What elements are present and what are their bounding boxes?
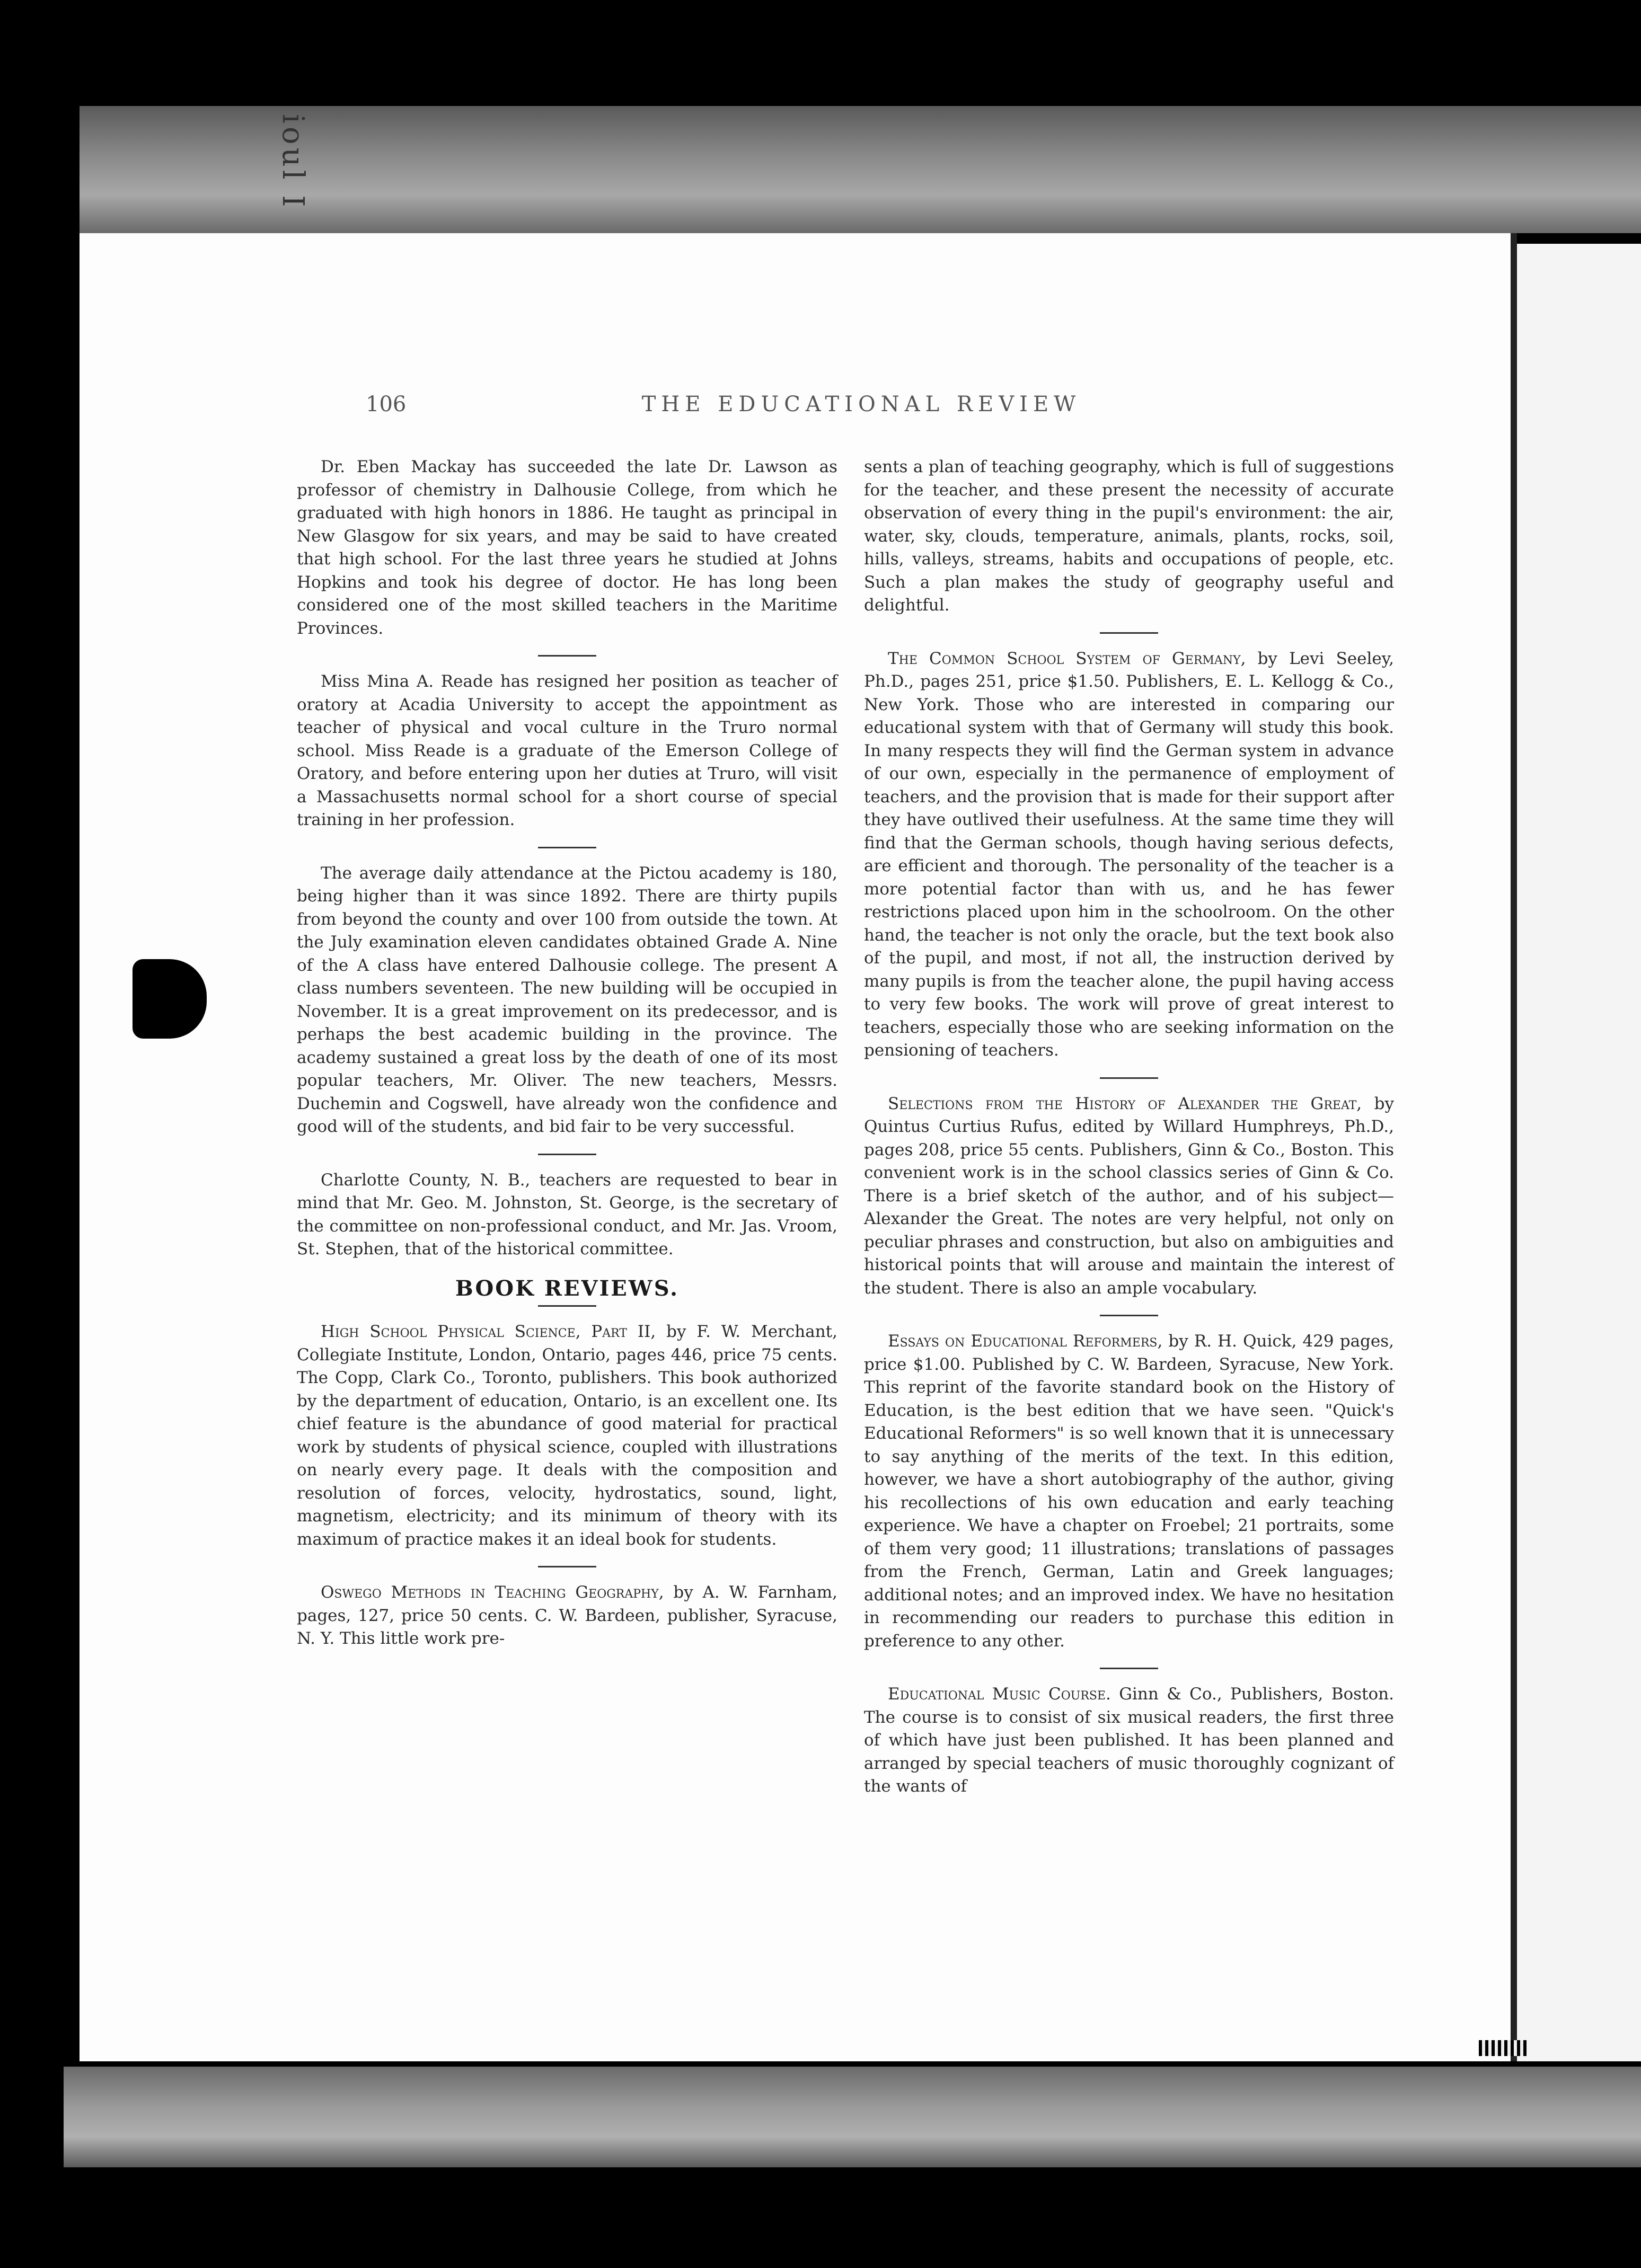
divider (538, 1154, 596, 1155)
review-alexander (864, 1093, 1394, 1300)
spine-mark: ioul I (276, 114, 310, 210)
running-head: THE EDUCATIONAL REVIEW (641, 392, 1081, 417)
section-title: BOOK REVIEWS. (455, 1275, 680, 1301)
news-item-mackay: Dr. Eben Mackay has succeeded the late Dr. Lawson as professor of chemistry in Dalhousie College, from which he graduated with high honors in 1886. He taught as principal in New Glasgow for six years, and may be said to have created that high school. For the last three years he studied at Johns Hopkins and took his degree of doctor. He has long been considered one of the most skilled teachers in the Maritime Provinces. (297, 457, 837, 638)
review-body: Ginn & Co., Publishers, Boston. The course is to consist of six musical readers, the first three of which have just been published. It has been planned and arranged by special teachers of music thoroughly cognizant of the wants of (864, 1685, 1394, 1796)
review-title: Selections from the History of Alexander the Great, (888, 1094, 1362, 1113)
review-body: by F. W. Merchant, Collegiate Institute, London, Ontario, pages 446, price 75 cents. The Copp, Clark Co., Toronto, publishers. This book authorized by the department of education, Ontario, is an excellent one. Its chief feature is the abundance of good material for practical work by students of physical science, coupled with illustrations on nearly every page. It deals with the composition and resolution of forces, velocity, hydrostatics, sound, light, magnetism, electricity; and its minimum of theory with its maximum of practice makes it an ideal book for students. (297, 1322, 837, 1549)
page-number: 106 (366, 392, 407, 417)
divider (538, 1566, 596, 1567)
review-physical-science (297, 1321, 837, 1551)
left-column (297, 456, 837, 1665)
review-oswego-continued: sents a plan of teaching geography, which is full of suggestions for the teacher, and these present the necessity of accurate observation of every thing in the pupil's environment: the air, water, sky, clouds, temperature, animals, plants, rocks, soil, hills, valleys, streams, habits and occupations of people, etc. Such a plan makes the study of geography useful and delightful. (864, 457, 1394, 615)
review-title: Essays on Educational Reformers, (888, 1332, 1163, 1351)
divider (538, 847, 596, 848)
page-tab-marker (133, 959, 207, 1039)
news-item-charlotte: Charlotte County, N. B., teachers are requested to bear in mind that Mr. Geo. M. Johnston, St. George, is the secretary of the committee on non-professional conduct, and Mr. Jas. Vroom, St. Stephen, that of the historical committee. (297, 1170, 837, 1259)
review-reformers (864, 1330, 1394, 1653)
review-body: by Levi Seeley, Ph.D., pages 251, price $1.50. Publishers, E. L. Kellogg & Co., New York. Those who are interested in comparing our educational system with that of Germany will study this book. In many respects they will find the German system in advance of our own, especially in the permanence of employment of teachers, and the provision that is made for their support after they have outlived their usefulness. At the same time they will find that the German schools, though having serious defects, are efficient and thorough. The personality of the teacher is a more potential factor than with us, and he has fewer restrictions placed upon him in the schoolroom. On the other hand, the teacher is not only the oracle, but the text book also of the pupil, and most, if not all, the instruction derived by many pupils is from the teacher alone, the pupil having access to very few books. The work will prove of great interest to teachers, especially those who are seeking information on the pensioning of teachers. (864, 649, 1395, 1060)
divider (1100, 1077, 1158, 1079)
review-music-course (864, 1683, 1394, 1799)
news-item-reade: Miss Mina A. Reade has resigned her position as teacher of oratory at Acadia University to accept the appointment as teacher of physical and vocal culture in the Truro normal school. Miss Reade is a graduate of the Emerson College of Oratory, and before entering upon her duties at Truro, will visit a Massachusetts normal school for a short course of special training in her profession. (297, 672, 837, 829)
right-column (864, 456, 1394, 1813)
divider (538, 1305, 596, 1307)
divider (538, 655, 596, 657)
page-edge (1511, 233, 1517, 2061)
scan-edge-dots (1479, 2040, 1527, 2056)
review-oswego-geography (297, 1581, 837, 1651)
review-body: by R. H. Quick, 429 pages, price $1.00. Published by C. W. Bardeen, Syracuse, New York. This reprint of the favorite standard book on the History of Education, is the best edition that we have seen. "Quick's Educational Reformers" is so well known that it is unnecessary to say anything of the merits of the text. In this edition, however, we have a short autobiography of the author, giving his recollections of his own education and early teaching experience. We have a chapter on Froebel; 21 portraits, some of them very good; 11 illustrations; translations of passages from the French, German, Latin and Greek languages; additional notes; and an improved index. We have no hesitation in recommending our readers to purchase this edition in preference to any other. (864, 1332, 1395, 1651)
scan-border-bottom (64, 2067, 1641, 2167)
page-header (318, 392, 1405, 424)
review-body: by Quintus Curtius Rufus, edited by Willard Humphreys, Ph.D., pages 208, price 55 cents. Publishers, Ginn & Co., Boston. This convenient work is in the school classics series of Ginn & Co. There is a brief sketch of the author, and of his subject—Alexander the Great. The notes are very helpful, not only on peculiar phrases and construction, but also on ambiguities and historical points that will arouse and maintain the interest of the student. There is also an ample vocabulary. (864, 1094, 1394, 1298)
review-german-schools (864, 648, 1394, 1062)
review-title: Oswego Methods in Teaching Geography, (321, 1583, 664, 1602)
divider (1100, 1668, 1158, 1669)
divider (1100, 1315, 1158, 1316)
next-page-edge (1517, 244, 1641, 2061)
scan-border-top (80, 106, 1641, 233)
divider (1100, 632, 1158, 634)
review-body: by A. W. Farnham, pages, 127, price 50 cents. C. W. Bardeen, publisher, Syracuse, N. Y. This little work pre- (297, 1583, 837, 1648)
review-title: High School Physical Science, Part II, (321, 1322, 656, 1341)
review-title: The Common School System of Germany, (888, 649, 1246, 668)
review-title: Educational Music Course. (888, 1685, 1111, 1704)
news-item-pictou: The average daily attendance at the Pictou academy is 180, being higher than it was since 1892. There are thirty pupils from beyond the county and over 100 from outside the town. At the July examination eleven candidates obtained Grade A. Nine of the A class have entered Dalhousie college. The present A class numbers seventeen. The new building will be occupied in November. It is a great improvement on its predecessor, and is perhaps the best academic building in the province. The academy sustained a great loss by the death of one of its most popular teachers, Mr. Oliver. The new teachers, Messrs. Duchemin and Cogswell, have already won the confidence and good will of the students, and bid fair to be very successful. (297, 863, 837, 1136)
